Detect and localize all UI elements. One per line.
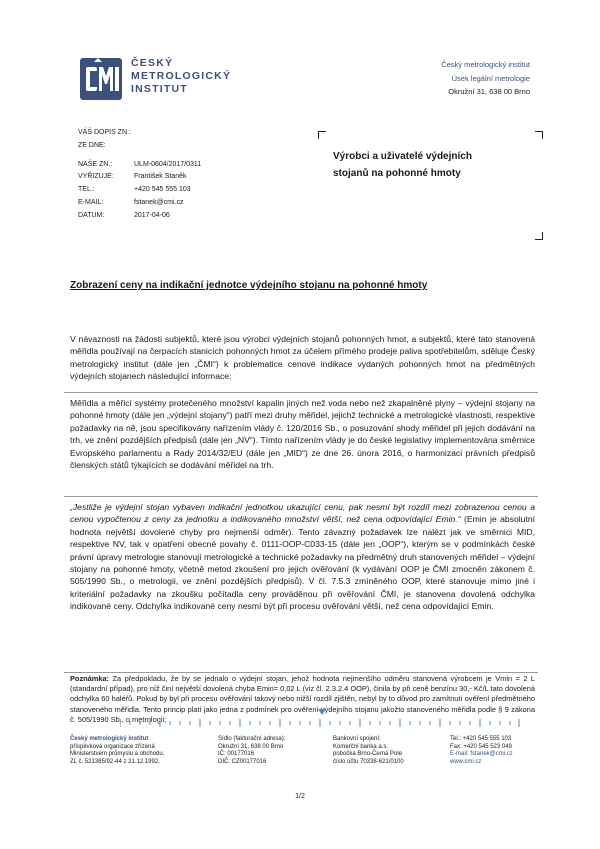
meta-key: TEL.: — [78, 186, 95, 194]
footer-line: Český metrologický institut — [70, 736, 149, 742]
institute-address: Okružní 31, 638 00 Brno — [448, 87, 530, 96]
footer-line: Ministerstvem průmyslu a obchodu, — [70, 751, 165, 758]
meta-key: NAŠE ZN.: — [78, 160, 113, 168]
letter-subject: Zobrazení ceny na indikační jednotce výdejního stojanu na pohonné hmoty — [70, 280, 428, 291]
institute-header — [441, 58, 530, 99]
institute-department: Úsek legální metrologie — [451, 73, 530, 83]
footer-line: pobočka Brno-Černá Pole — [333, 751, 403, 758]
footer-contact — [450, 736, 513, 766]
divider — [64, 496, 538, 497]
divider — [64, 392, 538, 393]
ruler-marker-icon — [318, 709, 326, 715]
meta-key: VYŘIZUJE: — [78, 173, 114, 181]
logo-line-1: ČESKÝ — [131, 57, 174, 69]
note-body: Za předpokladu, že by se jednalo o výdejní stojan, jehož hodnota nejmenšího odměru stanovená výrobcem je Vmin = 2 L (standardní případ), pro níž činí největší dovolená chyba Emin= 0,02 L (viz čl. 2.3.2.4 OOP), činila by při ceně benzínu 30,- Kč/L tato dovolená odchylka 60 haléřů. Pokud by byl při procesu ověřování takový nebo nižší rozdíl zjištěn, nebyl by to důvod pro zamítnutí ověření předmětného stanoveného měřidla. Tento princip platí jako jedna z podmínek pro ověření výdejního stojanu jakožto stanoveného měřidla podle § 9 zákona č. 505/1990 Sb., o metrologii; — [70, 674, 535, 724]
address-corner-top-left — [318, 131, 326, 139]
footer-line: Bankovní spojení: — [333, 736, 381, 742]
cmi-logo-icon — [78, 56, 124, 102]
meta-value: ULM-0604/2017/0311 — [134, 160, 202, 168]
footer-line: příspěvková organizace zřízená — [70, 743, 155, 750]
recipient-line-1: Výrobci a uživatelé výdejních — [333, 151, 472, 162]
footer-institute — [70, 736, 164, 766]
paragraph-text: V návaznosti na žádosti subjektů, které jsou výrobci výdejních stojanů pohonných hmot, a subjektů, které tato stanovená měřidla používají na čerpacích stanicích pohonných hmot za účelem přímého prodeje paliva spotřebitelům, sděluje Český metrologický institut (dále jen „ČMI“) k problematice cenové indikace vydaných pohonných hmot na předmětných výdejních stojanech následující informace: — [70, 334, 535, 382]
logo-wordmark — [131, 57, 231, 96]
paragraph-intro — [70, 333, 535, 383]
paragraph-text — [70, 501, 535, 613]
meta-row — [78, 184, 201, 197]
logo-line-3: INSTITUT — [131, 83, 188, 95]
meta-value: 2017-04-06 — [134, 211, 170, 219]
recipient-block — [333, 148, 472, 182]
quoted-requirement: „Jestliže je výdejní stojan vybaven indikační jednotkou ukazující cenu, pak nesmí být rozdíl mezi zobrazenou cenou a cenou vypočtenou z ceny za jednotku a indikovaného množství větší, než cena odpovídající Emin.“ — [70, 502, 535, 525]
meta-row — [78, 171, 201, 184]
footer-email-link[interactable]: E-mail: fstanek@cmi.cz — [450, 751, 513, 758]
footer-line: Komerční banka a.s. — [333, 743, 389, 750]
institute-name: Český metrologický institut — [441, 60, 530, 69]
meta-key: ZE DNE: — [78, 141, 106, 149]
meta-value: František Staněk — [134, 173, 187, 181]
footer-web-link[interactable]: www.cmi.cz — [450, 758, 482, 765]
logo-line-2: METROLOGICKÝ — [131, 70, 232, 82]
divider — [64, 672, 538, 673]
address-corner-top-right — [535, 131, 543, 139]
page-number: 1/2 — [295, 793, 305, 800]
meta-row — [78, 127, 201, 140]
recipient-line-2: stojanů na pohonné hmoty — [333, 168, 461, 179]
meta-value: +420 545 555 103 — [134, 186, 191, 194]
paragraph-legislation — [70, 397, 535, 471]
meta-value: fstanek@cmi.cz — [134, 198, 184, 206]
footer-bank — [333, 736, 404, 766]
paragraph-text: Měřidla a měřicí systémy protečeného množství kapalin jiných než voda nebo než zkapalněné plyny – výdejní stojany na pohonné hmoty (dále jen „výdejní stojany“) patří mezi druhy měřidel, jejichž technické a metrologické vlastnosti, respektive požadavky na ně, jsou specifikovány nařízením vlády č. 120/2016 Sb., o posuzování shody měřidel při jejich dodávání na trh, ve znění pozdějších předpisů (dále jen „NV“). Tímto nařízením vlády je do české legislativy implementována směrnice Evropského parlamentu a Rady 2014/32/EU (dále jen „MID“) ze dne 26. února 2016, o harmonizaci právních předpisů členských států týkajících se dodávání měřidel na trh. — [70, 398, 535, 471]
meta-row — [78, 210, 201, 223]
footer-line: ZL č. 521385/92-44 z 21.12.1992, — [70, 758, 160, 765]
footer-seat — [218, 736, 285, 766]
requirement-text: (Emin je absolutní hodnota největší dovolené chyby pro nejmenší odměr). Tento závazný požadavek lze nalézt jak ve směrnici MID, respektive NV, tak v opatření obecné povahy č. 0111-OOP-C033-15 (dále jen „OOP“), kterým se v podmínkách české právní úpravy metrologie stanovují metrologické a technické požadavky na předmětný druh stanovených měřidel – výdejní stojany na pohonné hmoty, včetně metod zkoušení pro jejich ověřování (k vydávání OOP je ČMI zmocněn zákonem č. 505/1990 Sb., o metrologii, ve znění pozdějších předpisů). V čl. 7.5.3 zmíněného OOP, které stanovuje mimo jiné i kriteriální požadavky na zkoušku počítadla ceny prováděnou při ověřování ČMI, je stanovena dovolená odchylka indikované ceny. Odchylka indikované ceny nesmí být při procesu ověřování větší, než cena odpovídající Emin. — [70, 514, 536, 612]
meta-row — [78, 197, 201, 210]
footer-line: Tel.: +420 545 555 103 — [450, 736, 512, 742]
reference-block — [78, 127, 201, 223]
meta-row — [78, 140, 201, 153]
footer-line: IČ: 00177016 — [218, 751, 255, 758]
meta-key: VÁŠ DOPIS ZN.: — [78, 129, 131, 136]
footer-line: DIČ: CZ00177016 — [218, 758, 267, 765]
footer-line: číslo účtu 70338-621/0100 — [333, 758, 404, 765]
paragraph-requirement — [70, 501, 535, 613]
address-corner-bottom-right — [535, 232, 543, 240]
footer-line: Sídlo (fakturační adresa): — [218, 736, 286, 742]
note-label: Poznámka: — [70, 674, 110, 683]
ruler-decoration — [120, 717, 520, 729]
footer-line: Fax: +420 545 523 049 — [450, 743, 512, 750]
meta-key: DATUM: — [78, 211, 105, 219]
meta-row — [78, 159, 201, 172]
footer-line: Okružní 31, 638 00 Brno — [218, 743, 284, 750]
meta-key: E-MAIL: — [78, 198, 104, 206]
